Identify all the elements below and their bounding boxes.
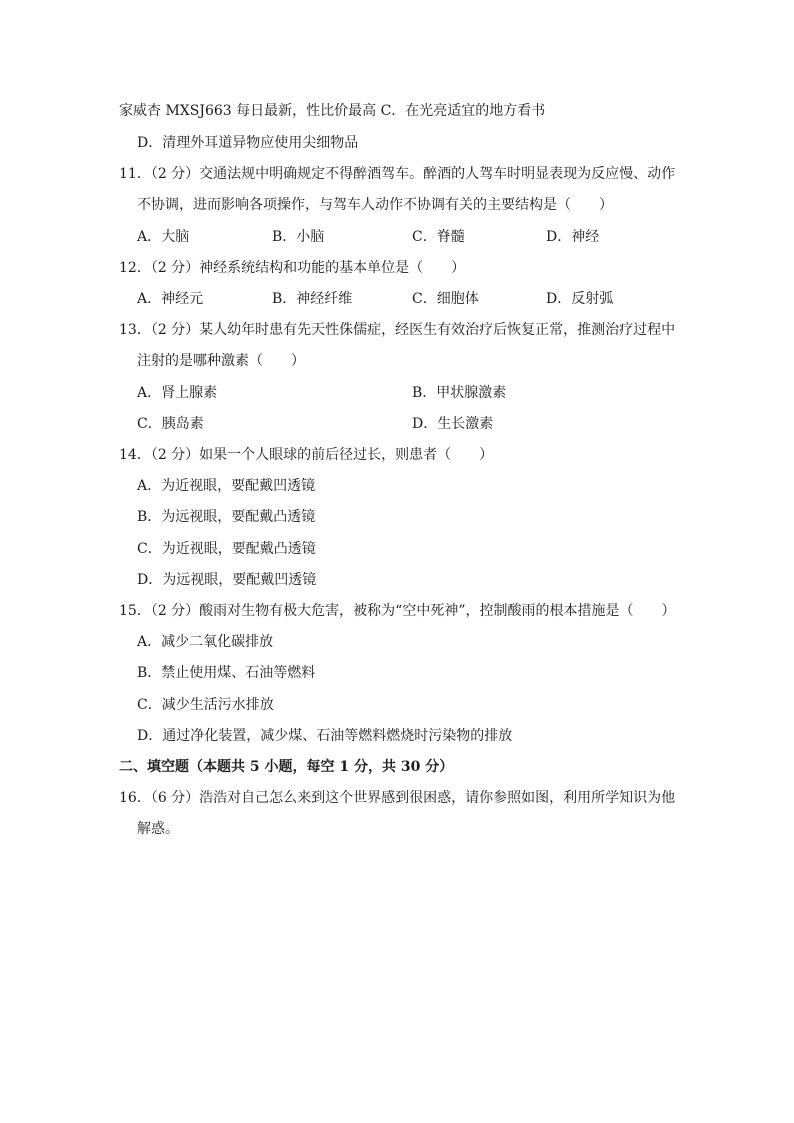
q12-stem: 12．（2 分）神经系统结构和功能的基本单位是（ ） [119,260,466,276]
q13-option-c: C．胰岛素 [137,416,204,432]
q13-stem-line1: 13．（2 分）某人幼年时患有先天性侏儒症，经医生有效治疗后恢复正常，推测治疗过程中 [119,322,676,338]
q10-option-d: D．清理外耳道异物应使用尖细物品 [137,135,359,151]
q11-stem-line2: 不协调，进而影响各项操作，与驾车人动作不协调有关的主要结构是（ ） [137,197,613,213]
q14-option-c: C．为近视眼，要配戴凸透镜 [137,541,316,557]
q12-option-b: B．神经纤维 [272,291,353,307]
q12-option-c: C．细胞体 [412,291,479,307]
q11-option-b: B．小脑 [272,229,325,245]
q15-option-d: D．通过净化装置，减少煤、石油等燃料燃烧时污染物的排放 [137,728,513,744]
q12-option-a: A．神经元 [137,291,204,307]
q11-option-c: C．脊髓 [412,229,465,245]
q13-stem-line2: 注射的是哪种激素（ ） [137,353,305,369]
q13-option-b: B．甲状腺激素 [412,385,507,401]
q11-option-d: D．神经 [546,229,600,245]
section-heading-fill-in: 二、填空题（本题共 5 小题，每空 1 分，共 30 分） [119,759,454,775]
q15-option-c: C．减少生活污水排放 [137,697,274,713]
q15-stem: 15．（2 分）酸雨对生物有极大危害，被称为“空中死神”，控制酸雨的根本措施是（ ） [119,603,676,619]
q14-option-b: B．为远视眼，要配戴凸透镜 [137,509,316,525]
intro-line: 家威杏 MXSJ663 每日最新，性比价最高 C．在光亮适宜的地方看书 [119,103,546,119]
q16-stem-line1: 16．（6 分）浩浩对自己怎么来到这个世界感到很困惑，请你参照如图，利用所学知识为他 [119,790,676,806]
q15-option-a: A．减少二氧化碳排放 [137,634,274,650]
q13-option-d: D．生长激素 [412,416,494,432]
q15-option-b: B．禁止使用煤、石油等燃料 [137,665,316,681]
q16-stem-line2: 解惑。 [137,821,179,837]
q14-option-d: D．为远视眼，要配戴凹透镜 [137,572,317,588]
q13-option-a: A．肾上腺素 [137,385,218,401]
q14-option-a: A．为近视眼，要配戴凹透镜 [137,478,316,494]
q11-option-a: A．大脑 [137,229,190,245]
q12-option-d: D．反射弧 [546,291,614,307]
q11-stem-line1: 11．（2 分）交通法规中明确规定不得醉酒驾车。醉酒的人驾车时明显表现为反应慢、动作 [119,166,676,182]
q14-stem: 14．（2 分）如果一个人眼球的前后径过长，则患者（ ） [119,447,494,463]
